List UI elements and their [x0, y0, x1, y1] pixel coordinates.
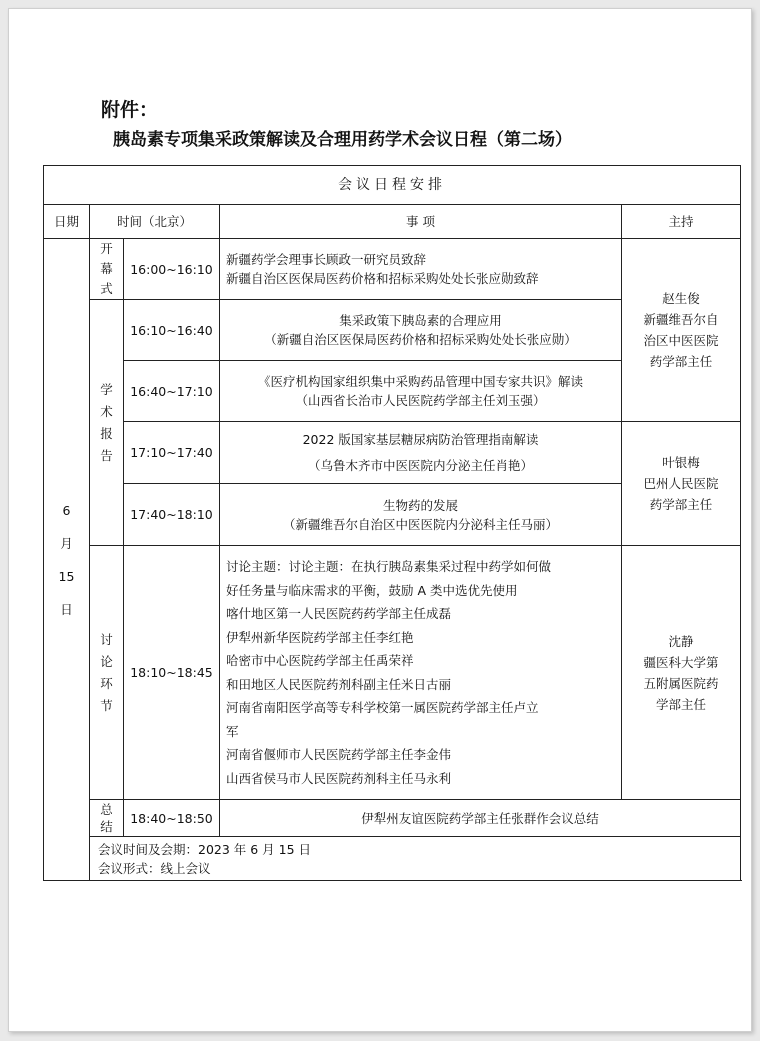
- date-cell: 6 月 15 日: [44, 239, 90, 881]
- document-title: 胰岛素专项集采政策解读及合理用药学术会议日程（第二场）: [113, 130, 572, 150]
- item-cell: 集采政策下胰岛素的合理应用 （新疆自治区医保局医药价格和招标采购处处长张应勋）: [220, 300, 622, 361]
- meeting-format: 会议形式：线上会议: [98, 860, 211, 876]
- session-academic: 学术报告: [90, 300, 124, 546]
- col-item-header: 事 项: [220, 205, 622, 239]
- item-cell: 2022 版国家基层糖尿病防治管理指南解读 （乌鲁木齐市中医医院内分泌主任肖艳）: [220, 422, 622, 484]
- discussion-list: 讨论主题：讨论主题：在执行胰岛素集采过程中药学如何做 好任务量与临床需求的平衡，鼓励 A 类中选优先使用 喀什地区第一人民医院药药学部主任成磊 伊犁州新华医院药学部主任李红艳 哈密市中心医院药学部主任禹荣祥 和田地区人民医院药剂科副主任米日古丽 河南省南阳医学高等专科学校第一属医院药学部主任卢立 军 河南省偃师市人民医院药学部主任李金伟 山西省侯马市人民医院药剂科主任马永利: [226, 559, 552, 786]
- col-host-header: 主持: [622, 205, 741, 239]
- host-cell-3: 沈静 疆医科大学第 五附属医院药 学部主任: [622, 546, 741, 800]
- attachment-label: 附件：: [101, 99, 159, 121]
- item-cell: 新疆药学会理事长顾政一研究员致辞 新疆自治区医保局医药价格和招标采购处处长张应勋致辞: [220, 239, 622, 300]
- time-cell: 17:40~18:10: [124, 484, 220, 546]
- item-cell: 《医疗机构国家组织集中采购药品管理中国专家共识》解读 （山西省长治市人民医院药学部主任刘玉强）: [220, 361, 622, 422]
- col-date-header: 日期: [44, 205, 90, 239]
- meeting-time: 会议时间及会期：2023 年 6 月 15 日: [98, 841, 312, 857]
- item-cell: 生物药的发展 （新疆维吾尔自治区中医医院内分泌科主任马丽）: [220, 484, 622, 546]
- schedule-table: [43, 165, 741, 881]
- document-page: [8, 8, 752, 1032]
- time-cell: 18:40~18:50: [124, 800, 220, 837]
- time-cell: 16:10~16:40: [124, 300, 220, 361]
- table-header: 会议日程安排: [44, 166, 741, 205]
- time-cell: 16:00~16:10: [124, 239, 220, 300]
- item-cell: [220, 546, 622, 800]
- time-cell: 17:10~17:40: [124, 422, 220, 484]
- time-cell: 18:10~18:45: [124, 546, 220, 800]
- host-cell-1: 赵生俊 新疆维吾尔自 治区中医医院 药学部主任: [622, 239, 741, 422]
- session-opening: 开幕式: [90, 239, 124, 300]
- host-cell-2: 叶银梅 巴州人民医院 药学部主任: [622, 422, 741, 546]
- item-cell: 伊犁州友谊医院药学部主任张群作会议总结: [220, 800, 741, 837]
- col-time-header: 时间（北京）: [90, 205, 220, 239]
- footer-cell: [90, 837, 741, 881]
- session-discussion: 讨论环节: [90, 546, 124, 800]
- session-summary: 总结: [90, 800, 124, 837]
- time-cell: 16:40~17:10: [124, 361, 220, 422]
